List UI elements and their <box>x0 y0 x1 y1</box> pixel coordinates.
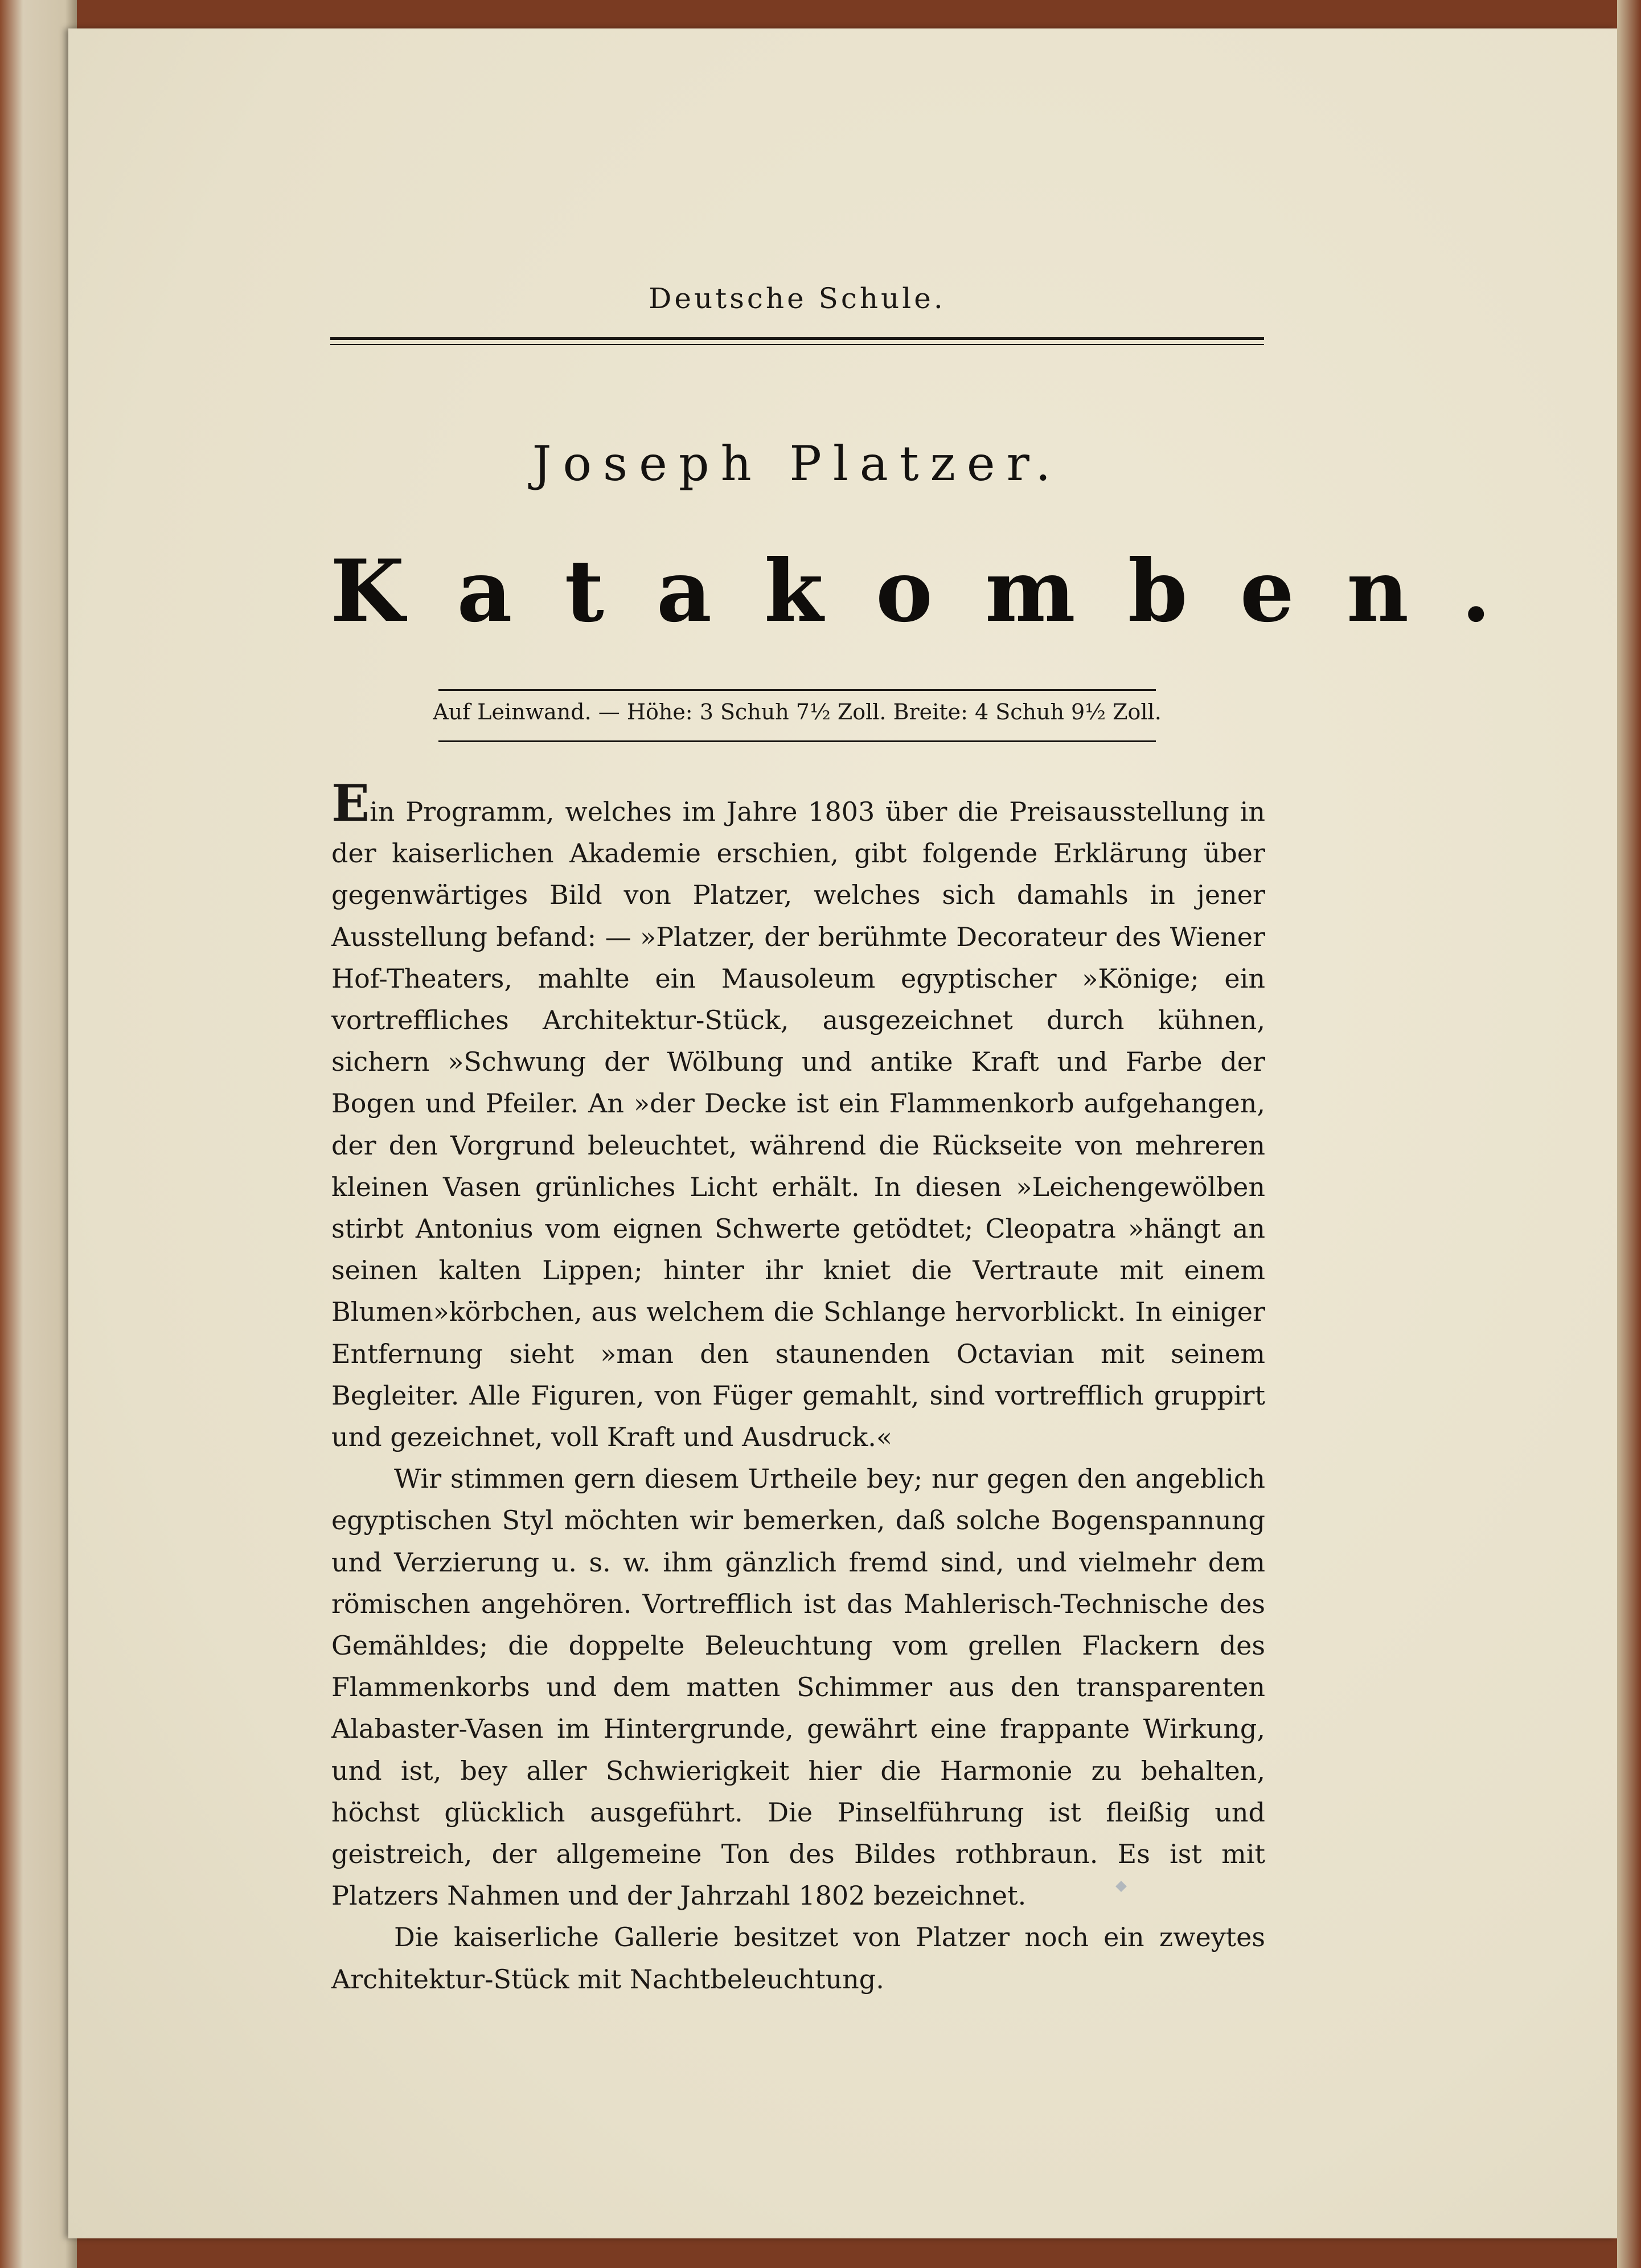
header-rule-thick <box>330 337 1264 340</box>
paragraph-1 <box>331 773 1265 1458</box>
book-cover-edge <box>1617 0 1641 2268</box>
artwork-title: Katakomben. <box>330 541 1544 641</box>
paragraph-3: Die kaiserliche Gallerie besitzet von Platzer noch ein zweytes Architektur-Stück mit Nachtbeleuchtung. <box>331 1922 1265 1995</box>
canvas-dimensions: Auf Leinwand. — Höhe: 3 Schuh 7½ Zoll. Breite: 4 Schuh 9½ Zoll. <box>433 699 1162 724</box>
paragraph-2: Wir stimmen gern diesem Urtheile bey; nur gegen den angeblich egyptischen Styl möchten wir bemerken, daß solche Bogenspannung und Verzierung u. s. w. ihm gänzlich fremd sind, und vielmehr dem römischen angehören. Vortrefflich ist das Mahlerisch-Technische des Gemähldes; die doppelte Beleuchtung vom grellen Flackern des Flammenkorbs und dem matten Schimmer aus den transparenten Alabaster-Vasen im Hintergrunde, gewährt eine frappante Wirkung, und ist, bey aller Schwierigkeit hier die Harmonie zu behalten, höchst glücklich ausgeführt. Die Pinselführung ist fleißig und geistreich, der allgemeine Ton des Bildes rothbraun. Es ist mit Platzers Nahmen und der Jahrzahl 1802 bezeichnet. <box>331 1463 1265 1911</box>
description-text <box>331 773 1265 2000</box>
left-page-edge <box>0 0 77 2268</box>
author-name: Joseph Platzer. <box>532 436 1062 492</box>
section-header: Deutsche Schule. <box>649 282 946 315</box>
header-rule-thin <box>330 344 1264 345</box>
drop-cap: E <box>331 773 370 833</box>
canvas-info-rule-top <box>438 689 1156 691</box>
paragraph-1-text: in Programm, welches im Jahre 1803 über die Preisausstellung in der kaiserlichen Akademie erschien, gibt folgende Erklärung über gegenwärtiges Bild von Platzer, welches sich damahls in jener Ausstellung befand: — »Platzer, der berühmte Decorateur des Wiener Hof-Theaters, mahlte ein Mausoleum egyptischer »Könige; ein vortreffliches Architektur-Stück, ausgezeichnet durch kühnen, sichern »Schwung der Wölbung und antike Kraft und Farbe der Bogen und Pfeiler. An »der Decke ist ein Flammenkorb aufgehangen, der den Vorgrund beleuchtet, während die Rückseite von mehreren kleinen Vasen grünliches Licht erhält. In diesen »Leichengewölben stirbt Antonius vom eignen Schwerte getödtet; Cleopatra »hängt an seinen kalten Lippen; hinter ihr kniet die Vertraute mit einem Blumen»körbchen, aus welchem die Schlange hervorblickt. In einiger Entfernung sieht »man den staunenden Octavian mit seinem Begleiter. Alle Figuren, von Füger gemahlt, sind vortrefflich gruppirt und gezeichnet, voll Kraft und Ausdruck.« <box>331 796 1265 1453</box>
canvas-info-rule-bottom <box>438 740 1156 742</box>
